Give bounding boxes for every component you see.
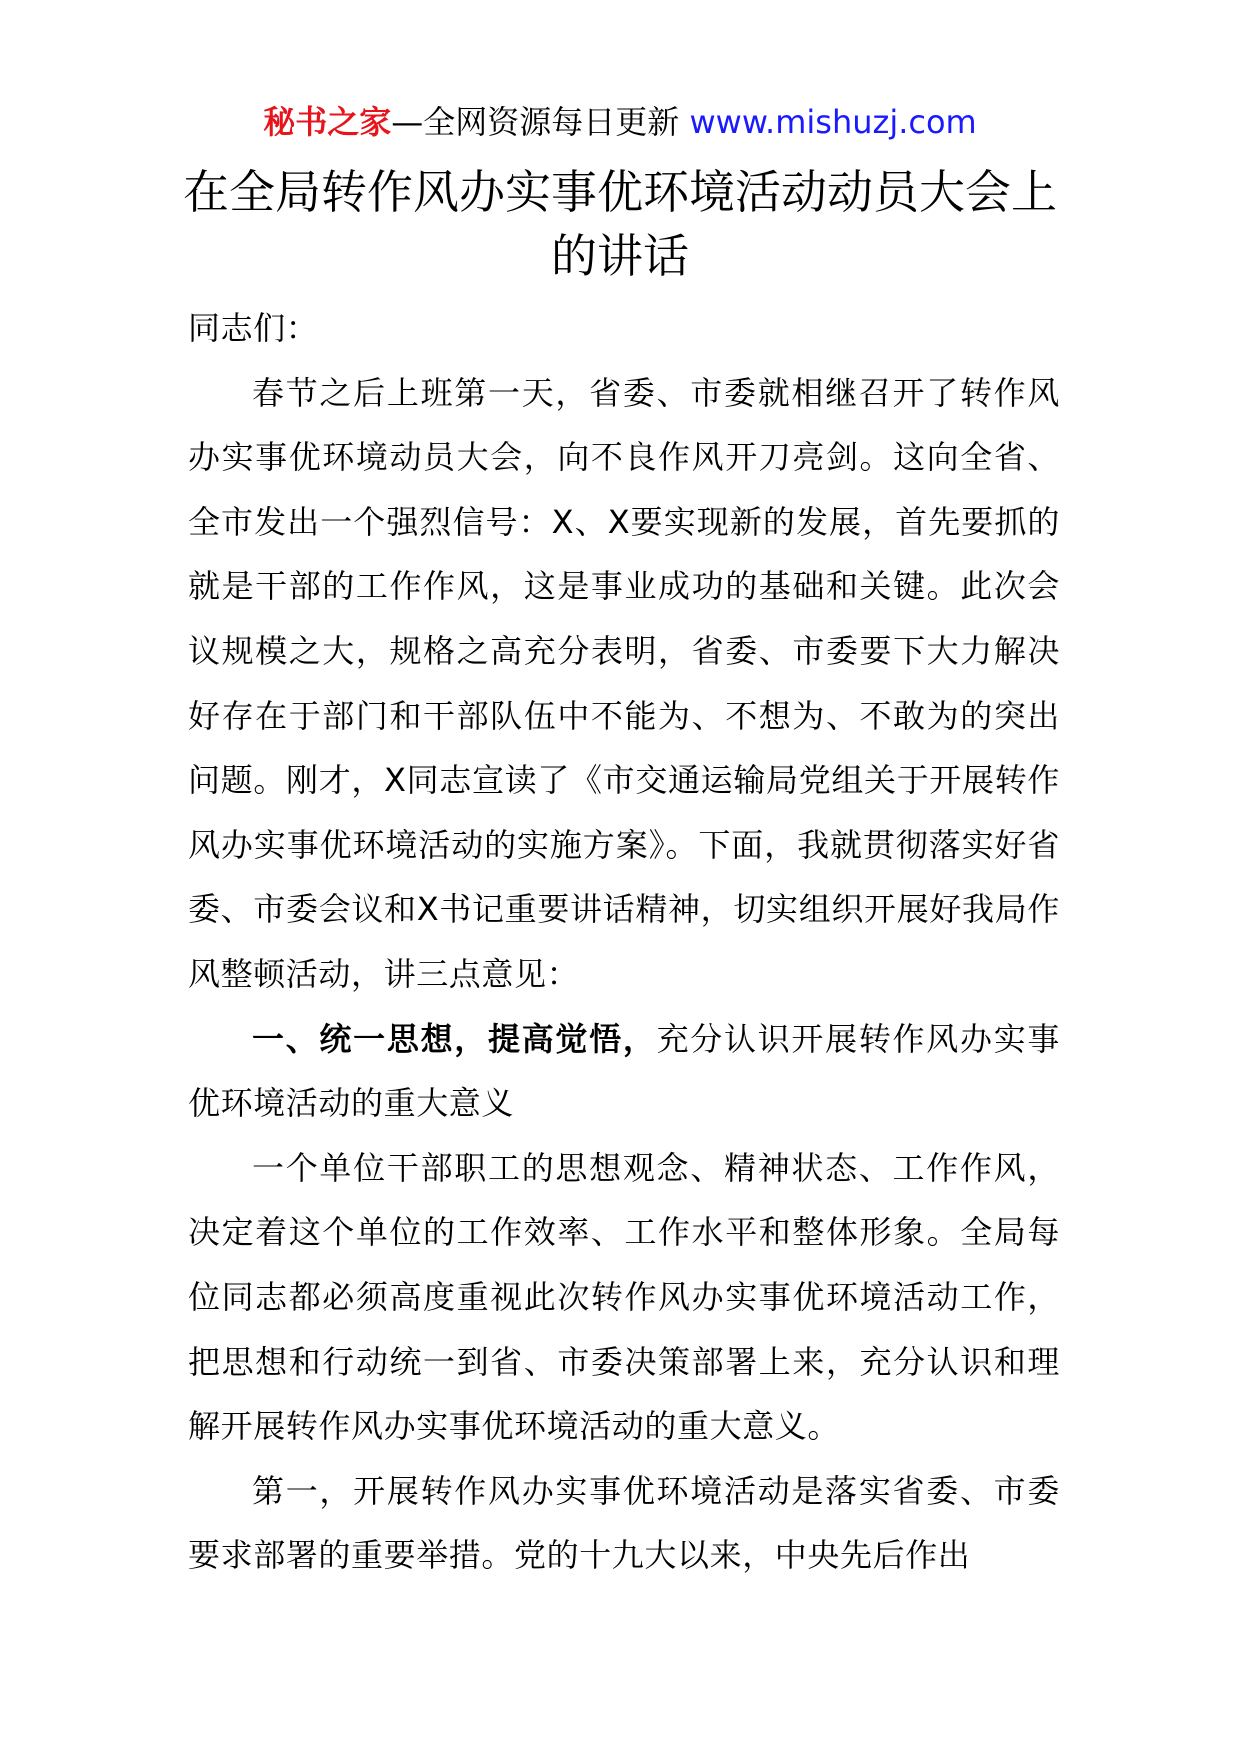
- site-url-link[interactable]: www.mishuzj.com: [689, 103, 977, 141]
- document-body: [188, 296, 1060, 1588]
- site-header: [0, 102, 1240, 142]
- section-heading-rest: 充分认识开展转作风办实事优环境活动的重大意义: [188, 1019, 1061, 1123]
- document-title: 在全局转作风办实事优环境活动动员大会上的讲话: [183, 165, 1057, 283]
- paragraph: 春节之后上班第一天，省委、市委就相继召开了转作风办实事优环境动员大会，向不良作风开刀亮剑。这向全省、全市发出一个强烈信号：X、X要实现新的发展，首先要抓的就是干部的工作作风，这是事业成功的基础和关键。此次会议规模之大，规格之高充分表明，省委、市委要下大力解决好存在于部门和干部队伍中不能为、不想为、不敢为的突出问题。刚才，X同志宣读了《市交通运输局党组关于开展转作风办实事优环境活动的实施方案》。下面，我就贯彻落实好省委、市委会议和X书记重要讲话精神，切实组织开展好我局作风整顿活动，讲三点意见：: [188, 373, 1060, 993]
- section-heading-bold: 一、统一思想，提高觉悟，: [252, 1019, 657, 1058]
- site-tagline: —全网资源每日更新: [391, 103, 690, 141]
- brand-name: 秘书之家: [263, 103, 392, 141]
- salutation: 同志们：: [188, 309, 319, 347]
- paragraph: 第一，开展转作风办实事优环境活动是落实省委、市委要求部署的重要举措。党的十九大以来，中央先后作出: [188, 1471, 1060, 1575]
- paragraph: 一个单位干部职工的思想观念、精神状态、工作作风，决定着这个单位的工作效率、工作水平和整体形象。全局每位同志都必须高度重视此次转作风办实事优环境活动工作，把思想和行动统一到省、市委决策部署上来，充分认识和理解开展转作风办实事优环境活动的重大意义。: [188, 1148, 1060, 1446]
- section-heading: [188, 1007, 1060, 1136]
